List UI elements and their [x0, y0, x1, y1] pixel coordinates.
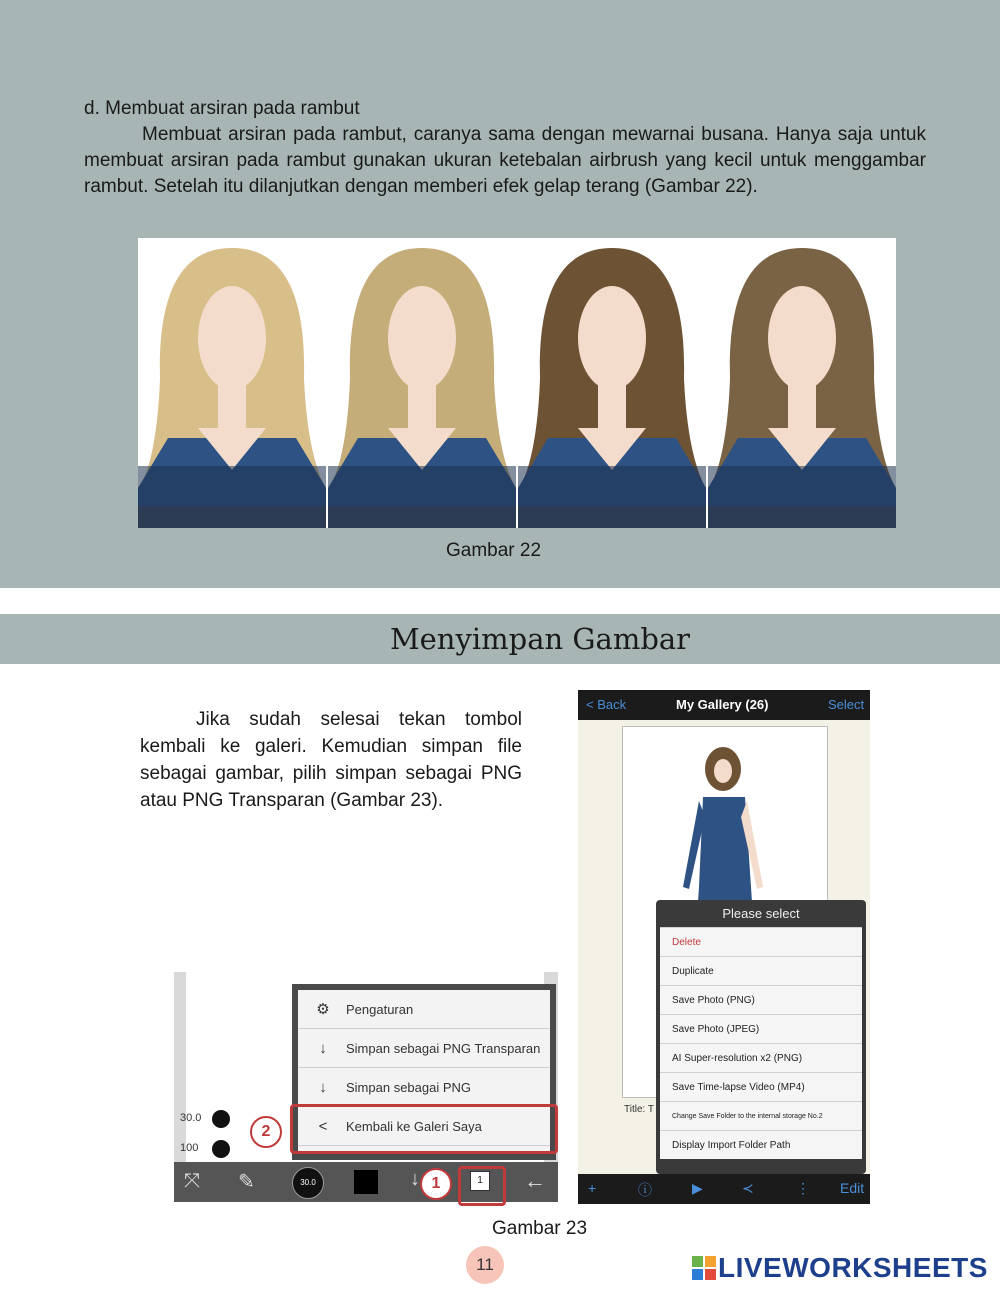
slider-panel: [328, 466, 516, 506]
back-arrow-icon[interactable]: ←: [524, 1168, 546, 1193]
sheet-option[interactable]: Delete: [660, 927, 862, 956]
download-icon: ↓: [319, 1078, 327, 1096]
slider-panel: [138, 466, 326, 506]
hair-shading-frame: [708, 238, 896, 528]
figure-22-strip: [138, 238, 894, 528]
sheet-option[interactable]: Save Photo (JPEG): [660, 1014, 862, 1043]
save-paragraph: Jika sudah selesai tekan tombol kembali ke galeri. Kemudian simpan file sebagai gambar, pilih simpan sebagai PNG atau PNG Transparan (Gambar 23).: [140, 709, 522, 811]
highlight-box: [458, 1166, 506, 1206]
figure-23-caption: Gambar 23: [492, 1218, 588, 1239]
sheet-option[interactable]: Display Import Folder Path: [660, 1130, 862, 1159]
sheet-title: Please select: [722, 906, 800, 921]
color-swatch-button[interactable]: [354, 1170, 378, 1194]
sheet-option[interactable]: AI Super-resolution x2 (PNG): [660, 1043, 862, 1072]
slider-value: 30.0: [180, 1112, 202, 1124]
brush-icon[interactable]: ✎: [238, 1171, 255, 1193]
menu-item[interactable]: [298, 990, 550, 1029]
section-title: Menyimpan Gambar: [389, 622, 691, 656]
gallery-screenshot: [578, 690, 870, 1204]
play-icon[interactable]: ▶: [692, 1180, 703, 1196]
gear-icon: ⚙: [316, 1001, 330, 1018]
menu-item-label: Simpan sebagai PNG Transparan: [346, 1040, 541, 1056]
brand-logo: [692, 1252, 988, 1284]
back-button[interactable]: < Back: [586, 697, 627, 712]
share-icon[interactable]: ≺: [742, 1180, 754, 1196]
download-icon[interactable]: ↓: [410, 1168, 420, 1190]
sheet-option[interactable]: Save Time-lapse Video (MP4): [660, 1072, 862, 1101]
slider-panel: [518, 466, 706, 506]
page-number: 11: [466, 1246, 504, 1284]
brush-size-button[interactable]: 30.0: [292, 1167, 324, 1199]
layers-button[interactable]: 1: [470, 1171, 490, 1191]
download-icon: ↓: [319, 1039, 327, 1057]
gallery-title: My Gallery (26): [676, 697, 769, 712]
sheet-option[interactable]: Change Save Folder to the internal storage No.2: [660, 1101, 862, 1130]
menu-item[interactable]: [298, 1029, 550, 1068]
gallery-bottombar: [578, 1174, 870, 1204]
info-icon[interactable]: ⓘ: [638, 1182, 652, 1198]
toolbar: [518, 506, 706, 528]
section-paragraph: Membuat arsiran pada rambut, caranya sama dengan mewarnai busana. Hanya saja untuk membuat arsiran pada rambut gunakan ukuran ketebalan airbrush yang kecil untuk menggambar rambut. Setelah itu dilanjutkan dengan memberi efek gelap terang (Gambar 22).: [84, 124, 926, 197]
edit-button[interactable]: Edit: [840, 1180, 865, 1196]
sheet-option[interactable]: Duplicate: [660, 956, 862, 985]
logo-icon: [692, 1256, 716, 1280]
slider-value: 100: [180, 1142, 199, 1154]
menu-item-label: Pengaturan: [346, 1001, 414, 1017]
slider-minus-button[interactable]: [212, 1140, 230, 1158]
please-select-sheet: [656, 900, 866, 1174]
callout-number: 1: [420, 1168, 452, 1200]
menu-item-label: Kembali ke Galeri Saya: [346, 1118, 482, 1134]
menu-item-label: Simpan sebagai PNG: [346, 1079, 472, 1095]
slider-panel: [708, 466, 896, 506]
sheet-option[interactable]: Save Photo (PNG): [660, 985, 862, 1014]
section-heading: d. Membuat arsiran pada rambut: [84, 98, 360, 119]
transform-icon[interactable]: ⤧: [184, 1170, 200, 1192]
hair-shading-frame: [138, 238, 326, 528]
menu-item[interactable]: [298, 1068, 550, 1107]
toolbar: [708, 506, 896, 528]
hair-shading-frame: [518, 238, 706, 528]
highlight-box: [290, 1104, 558, 1154]
gallery-topbar: [578, 690, 870, 720]
add-icon[interactable]: +: [588, 1180, 597, 1196]
more-icon[interactable]: ⋮: [796, 1180, 810, 1196]
toolbar: [328, 506, 516, 528]
slider-minus-button[interactable]: [212, 1110, 230, 1128]
callout-number: 2: [250, 1116, 282, 1148]
toolbar: [138, 506, 326, 528]
figure-22-caption: Gambar 22: [446, 540, 542, 561]
title-label: Title: T: [624, 1104, 655, 1115]
select-button[interactable]: Select: [828, 697, 865, 712]
brand-name: LIVEWORKSHEETS: [718, 1252, 988, 1283]
back-icon: <: [318, 1117, 328, 1135]
hair-shading-frame: [328, 238, 516, 528]
